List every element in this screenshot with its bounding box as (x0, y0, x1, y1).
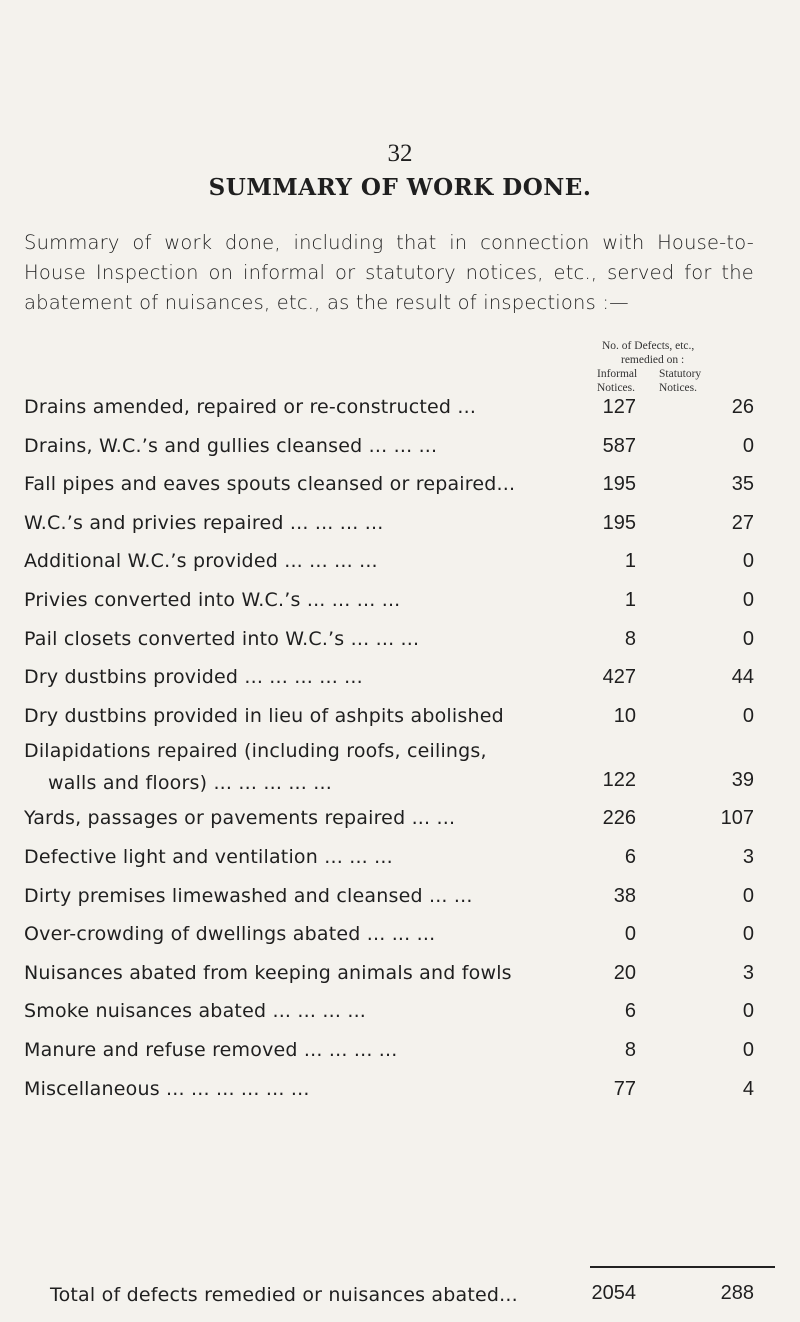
row-label (24, 735, 624, 799)
statutory-count: 0 (742, 884, 754, 907)
table-row (24, 877, 754, 916)
statutory-count: 3 (742, 961, 754, 984)
table-row (24, 620, 754, 659)
statutory-header-notices: Notices. (659, 382, 698, 394)
informal-count: 1 (624, 550, 636, 573)
informal-count: 6 (624, 845, 636, 868)
informal-count: 127 (602, 396, 636, 418)
informal-count: 195 (602, 473, 636, 496)
row-label: Dry dustbins provided ... ... ... ... ... (24, 666, 363, 689)
total-statutory: 288 (720, 1282, 754, 1304)
table-row (24, 1070, 754, 1109)
statutory-count: 107 (720, 807, 754, 830)
table-row (24, 1031, 754, 1070)
table-row (24, 542, 754, 581)
page-title: SUMMARY OF WORK DONE. (208, 174, 592, 201)
total-row (24, 1280, 754, 1312)
informal-count: 8 (624, 1038, 636, 1061)
row-label: Drains, W.C.’s and gullies cleansed ... ... ... (24, 434, 438, 457)
informal-count: 20 (613, 961, 636, 984)
informal-count: 587 (602, 434, 636, 457)
column-header-line1: No. of Defects, etc., (602, 340, 695, 352)
row-label-line1: Dilapidations repaired (including roofs, ceilings, (24, 740, 487, 763)
informal-count: 10 (613, 704, 636, 727)
row-label: Drains amended, repaired or re-constructed ... (24, 396, 477, 418)
table-row (24, 697, 754, 736)
row-label: Smoke nuisances abated ... ... ... ... (24, 1000, 367, 1023)
informal-count: 38 (613, 884, 636, 907)
informal-count: 0 (624, 923, 636, 946)
row-label: Defective light and ventilation ... ... ... (24, 845, 393, 868)
informal-header: Informal (597, 368, 638, 380)
row-label: Miscellaneous ... ... ... ... ... ... (24, 1077, 310, 1100)
row-label: Over-crowding of dwellings abated ... ... ... (24, 923, 436, 946)
total-divider (590, 1266, 775, 1268)
table-row (24, 427, 754, 466)
page-number: 32 (387, 140, 413, 167)
row-label: Manure and refuse removed ... ... ... ... (24, 1038, 398, 1061)
informal-count: 77 (613, 1077, 636, 1100)
row-label: Dirty premises limewashed and cleansed ... ... (24, 884, 473, 907)
statutory-count: 39 (731, 769, 754, 792)
column-header-line2: remedied on : (621, 354, 685, 366)
table-row (24, 658, 754, 697)
table-row (24, 954, 754, 993)
table-row (24, 799, 754, 838)
informal-count: 226 (602, 807, 636, 830)
statutory-count: 27 (731, 511, 754, 534)
statutory-count: 0 (742, 627, 754, 650)
informal-header-notices: Notices. (597, 382, 636, 394)
table-row (24, 388, 754, 427)
statutory-count: 35 (731, 473, 754, 496)
total-informal: 2054 (591, 1282, 636, 1304)
informal-count: 6 (624, 1000, 636, 1023)
statutory-count: 3 (742, 845, 754, 868)
table-row (24, 581, 754, 620)
row-label: Fall pipes and eaves spouts cleansed or repaired... (24, 473, 516, 496)
summary-table (24, 388, 754, 1108)
row-label: W.C.’s and privies repaired ... ... ... ... (24, 511, 384, 534)
statutory-count: 0 (742, 1038, 754, 1061)
table-row (24, 735, 754, 799)
intro-paragraph: Summary of work done, including that in connection with House-to-House Inspection on informal or statutory notices, etc., served for the abatement of nuisances, etc., as the result of inspections :— (24, 231, 754, 314)
statutory-count: 0 (742, 923, 754, 946)
row-label: Nuisances abated from keeping animals and fowls (24, 961, 512, 984)
statutory-count: 44 (731, 666, 754, 689)
informal-count: 122 (602, 769, 636, 792)
informal-count: 195 (602, 511, 636, 534)
table-row (24, 915, 754, 954)
statutory-header: Statutory (659, 368, 702, 380)
total-label: Total of defects remedied or nuisances abated... (50, 1284, 518, 1306)
row-label: Yards, passages or pavements repaired ... ... (24, 807, 456, 830)
column-header (565, 339, 775, 395)
table-row (24, 465, 754, 504)
row-label: Pail closets converted into W.C.’s ... ... ... (24, 627, 420, 650)
table-row (24, 838, 754, 877)
row-label: Privies converted into W.C.’s ... ... ... ... (24, 588, 401, 611)
row-label-line2: walls and floors) ... ... ... ... ... (48, 772, 332, 795)
informal-count: 1 (624, 588, 636, 611)
row-label: Additional W.C.’s provided ... ... ... ... (24, 550, 378, 573)
statutory-count: 26 (731, 396, 754, 418)
informal-count: 8 (624, 627, 636, 650)
statutory-count: 0 (742, 588, 754, 611)
statutory-count: 0 (742, 704, 754, 727)
row-label: Dry dustbins provided in lieu of ashpits abolished (24, 704, 504, 727)
informal-count: 427 (602, 666, 636, 689)
statutory-count: 0 (742, 1000, 754, 1023)
statutory-count: 0 (742, 434, 754, 457)
statutory-count: 0 (742, 550, 754, 573)
table-row (24, 504, 754, 543)
table-row (24, 992, 754, 1031)
statutory-count: 4 (742, 1077, 754, 1100)
